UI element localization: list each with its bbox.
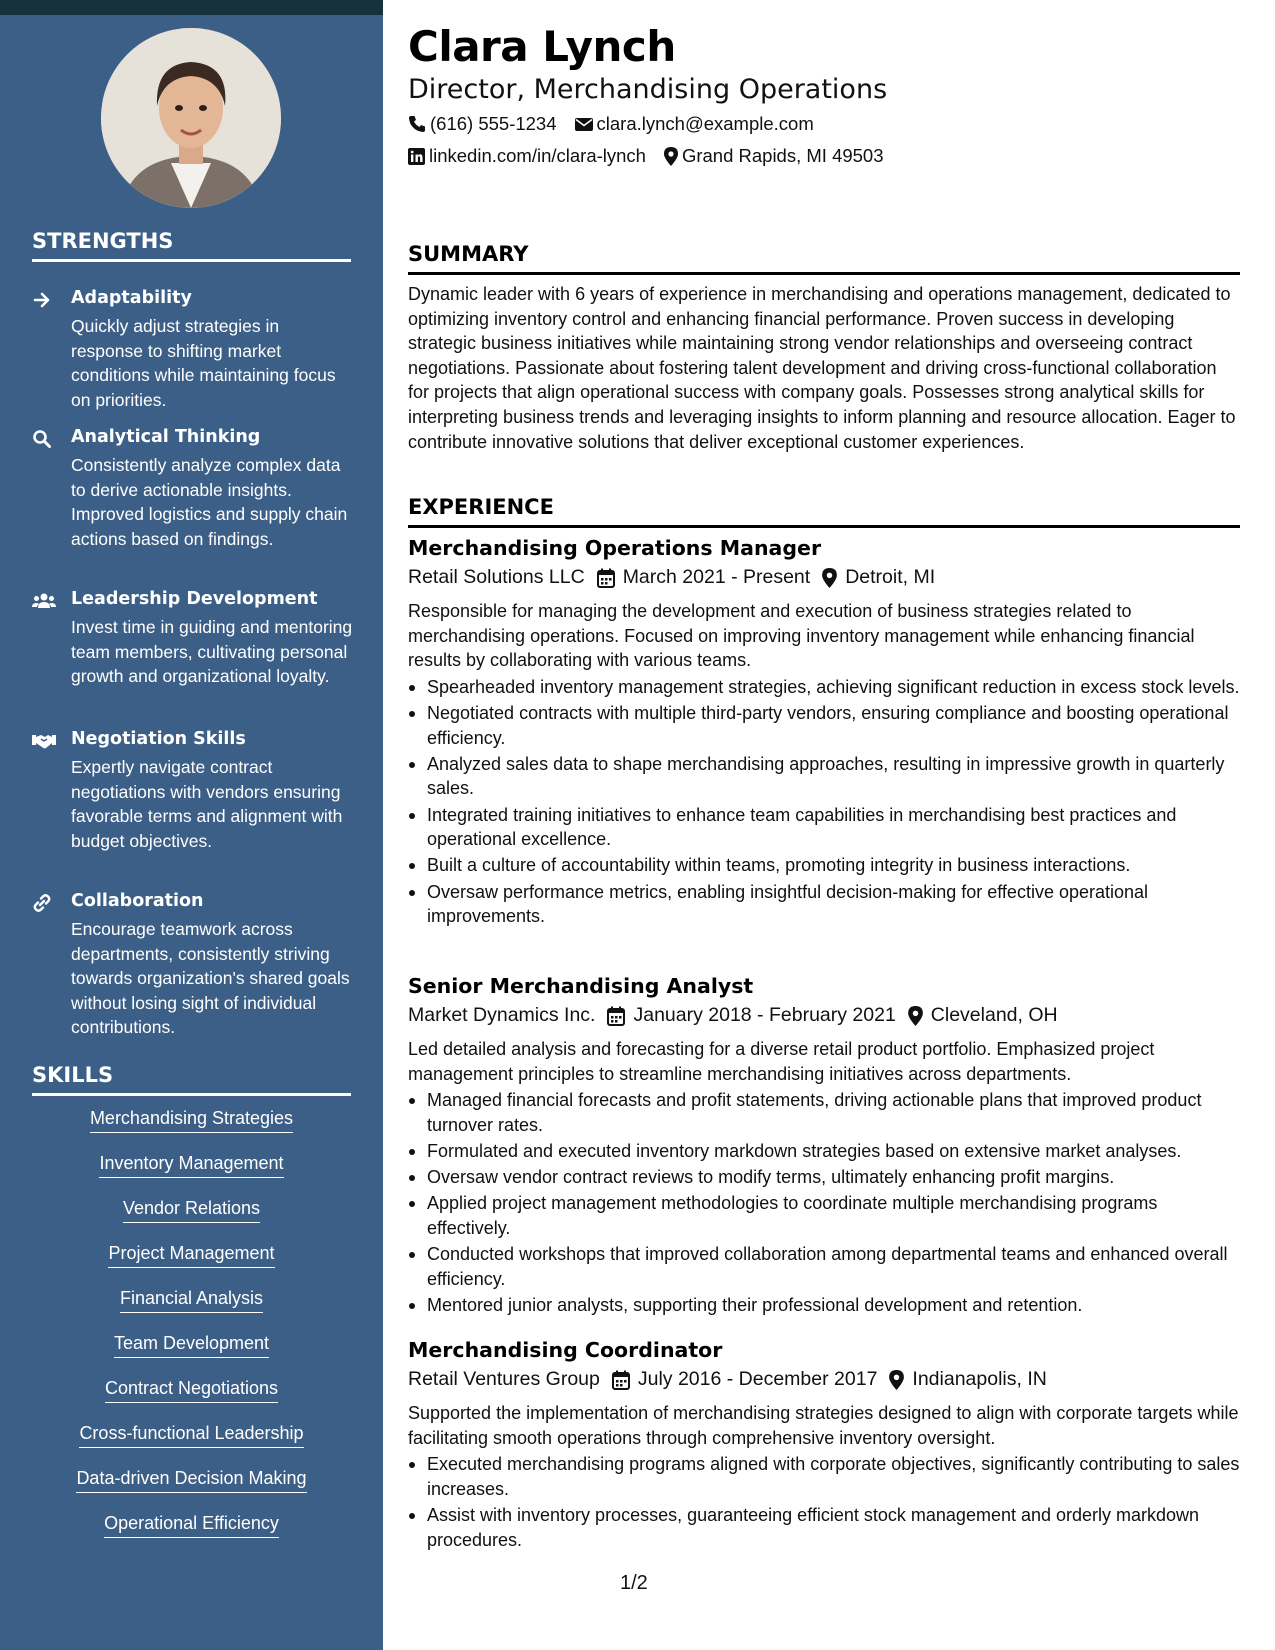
job-dates (597, 566, 811, 589)
job-company: Retail Solutions LLC (408, 566, 585, 588)
job-dates-text: July 2016 - December 2017 (637, 1368, 878, 1390)
avatar (101, 28, 281, 208)
bullet-item: Built a culture of accountability within teams, promoting integrity in business interactions. (408, 853, 1240, 878)
sidebar-top-bar (0, 0, 383, 15)
skill-item (32, 1378, 351, 1423)
strength-title: Leadership Development (71, 589, 318, 609)
job-dates (607, 1004, 895, 1027)
bullet-item: Managed financial forecasts and profit statements, driving actionable plans that improved product turnover rates. (408, 1088, 1240, 1137)
calendar-icon (607, 1006, 625, 1026)
bullet-item: Integrated training initiatives to enhance team capabilities in merchandising best practices and operational excellence. (408, 803, 1240, 852)
bullet-item: Conducted workshops that improved collaboration among departmental teams and enhanced overall efficiency. (408, 1242, 1240, 1291)
strength-title: Analytical Thinking (71, 427, 261, 447)
skill-label: Contract Negotiations (105, 1378, 278, 1403)
skill-label: Financial Analysis (120, 1288, 263, 1313)
job-meta (408, 1004, 1240, 1027)
skill-item (32, 1243, 351, 1288)
bullet-item: Applied project management methodologies to coordinate multiple merchandising programs effectively. (408, 1191, 1240, 1240)
experience-heading: EXPERIENCE (408, 495, 1240, 528)
contact-phone[interactable] (408, 113, 557, 135)
contact-location (664, 145, 884, 167)
strength-title: Collaboration (71, 891, 204, 911)
skill-item (32, 1333, 351, 1378)
profile-photo (101, 28, 281, 208)
map-pin-icon (908, 1006, 923, 1026)
bullet-item: Analyzed sales data to shape merchandising approaches, resulting in impressive growth in quarterly sales. (408, 752, 1240, 801)
skill-label: Project Management (108, 1243, 274, 1268)
envelope-icon (575, 117, 593, 132)
email-text: clara.lynch@example.com (596, 113, 814, 134)
strength-description: Quickly adjust strategies in response to shifting market conditions while maintaining focus on priorities. (71, 316, 336, 410)
job-dates (612, 1368, 878, 1391)
job-bullets (408, 675, 1240, 929)
job-entry (408, 1336, 1240, 1554)
skill-label: Inventory Management (99, 1153, 283, 1178)
skill-item (32, 1288, 351, 1333)
summary-text: Dynamic leader with 6 years of experience in merchandising and operations management, dedicated to optimizing inventory control and enhancing financial performance. Proven success in developing strategic business initiatives while maintaining strong vendor relationships and overseeing contract negotiations. Passionate about fostering talent development and driving cross-functional collaboration for projects that align operational success with company goals. Possesses strong analytical skills for interpreting business trends and leveraging insights to inform planning and resource allocation. Eager to contribute innovative solutions that deliver exceptional customer experiences. (408, 284, 1236, 452)
bullet-item: Spearheaded inventory management strategies, achieving significant reduction in excess stock levels. (408, 675, 1240, 700)
strength-description: Encourage teamwork across departments, consistently striving towards organization's shared goals without losing sight of individual contributions. (71, 919, 350, 1037)
skill-label: Vendor Relations (123, 1198, 260, 1223)
linkedin-icon (408, 148, 425, 165)
skills-heading: SKILLS (32, 1063, 351, 1096)
skill-item (32, 1513, 351, 1558)
bullet-item: Formulated and executed inventory markdown strategies based on extensive market analyses. (408, 1139, 1240, 1164)
strength-description: Consistently analyze complex data to derive actionable insights. Improved logistics and supply chain actions based on findings. (71, 455, 348, 549)
skills-list (32, 1108, 351, 1558)
contact-email[interactable] (575, 113, 814, 135)
phone-icon (408, 115, 426, 133)
location-text: Grand Rapids, MI 49503 (681, 145, 884, 166)
contact-row (408, 145, 902, 167)
summary-heading: SUMMARY (408, 242, 1240, 275)
linkedin-text: linkedin.com/in/clara-lynch (429, 145, 646, 166)
job-description: Supported the implementation of merchandising strategies designed to align with corporate targets while facilitating smooth operations through comprehensive inventory oversight. (408, 1403, 1239, 1448)
job-description: Led detailed analysis and forecasting for a diverse retail product portfolio. Emphasized project management principles to streamline merchandising initiatives across departments. (408, 1039, 1155, 1084)
skill-item (32, 1468, 351, 1513)
skill-item (32, 1423, 351, 1468)
strength-description: Invest time in guiding and mentoring team members, cultivating personal growth and organizational loyalty. (71, 617, 353, 686)
job-title: Merchandising Coordinator (408, 1338, 723, 1362)
job-location-text: Indianapolis, IN (912, 1368, 1047, 1390)
map-pin-icon (664, 147, 678, 166)
bullet-item: Negotiated contracts with multiple third-party vendors, ensuring compliance and boosting operational efficiency. (408, 701, 1240, 750)
map-pin-icon (822, 568, 837, 588)
bullet-item: Oversaw vendor contract reviews to modify terms, ultimately enhancing profit margins. (408, 1165, 1240, 1190)
calendar-icon (597, 568, 615, 588)
skill-label: Operational Efficiency (104, 1513, 279, 1538)
job-location (908, 1004, 1058, 1027)
skill-label: Cross-functional Leadership (79, 1423, 303, 1448)
job-entry (408, 534, 1240, 930)
skill-item (32, 1153, 351, 1198)
job-meta (408, 1368, 1240, 1391)
skill-item (32, 1198, 351, 1243)
job-location-text: Cleveland, OH (930, 1004, 1058, 1026)
job-meta (408, 566, 1240, 589)
bullet-item: Mentored junior analysts, supporting their professional development and retention. (408, 1293, 1240, 1318)
job-title: Merchandising Operations Manager (408, 536, 822, 560)
job-bullets (408, 1452, 1240, 1552)
strength-title: Adaptability (71, 288, 192, 308)
job-location (822, 566, 935, 589)
job-title: Senior Merchandising Analyst (408, 974, 754, 998)
contact-linkedin[interactable] (408, 145, 646, 167)
arrow-right-icon (32, 290, 56, 310)
job-company: Retail Ventures Group (408, 1368, 600, 1390)
job-location-text: Detroit, MI (845, 566, 936, 588)
skill-label: Team Development (114, 1333, 269, 1358)
job-entry (408, 972, 1240, 1319)
job-description: Responsible for managing the development and execution of business strategies related to merchandising operations. Focused on improving inventory management while enhancing financial results by collaborating with various teams. (408, 601, 1195, 671)
job-bullets (408, 1088, 1240, 1317)
bullet-item: Executed merchandising programs aligned with corporate objectives, significantly contributing to sales increases. (408, 1452, 1240, 1501)
job-dates-text: March 2021 - Present (622, 566, 811, 588)
job-company: Market Dynamics Inc. (408, 1004, 596, 1026)
search-icon (32, 429, 56, 449)
bullet-item: Oversaw performance metrics, enabling insightful decision-making for effective operational improvements. (408, 880, 1240, 929)
skill-item (32, 1108, 351, 1153)
strength-title: Negotiation Skills (71, 729, 246, 749)
strengths-heading: STRENGTHS (32, 229, 351, 262)
job-location (889, 1368, 1046, 1391)
bullet-item: Assist with inventory processes, guaranteeing efficient stock management and orderly markdown procedures. (408, 1503, 1240, 1552)
skill-label: Merchandising Strategies (90, 1108, 293, 1133)
skill-label: Data-driven Decision Making (76, 1468, 306, 1493)
users-icon (32, 591, 56, 611)
handshake-icon (32, 731, 56, 751)
contact-row (408, 113, 832, 135)
calendar-icon (612, 1370, 630, 1390)
candidate-name: Clara Lynch (408, 22, 676, 71)
link-icon (32, 893, 56, 913)
candidate-title: Director, Merchandising Operations (408, 74, 888, 105)
page-number: 1/2 (620, 1572, 648, 1594)
job-dates-text: January 2018 - February 2021 (633, 1004, 896, 1026)
phone-text: (616) 555-1234 (430, 113, 557, 134)
strength-description: Expertly navigate contract negotiations with vendors ensuring favorable terms and alignment with budget objectives. (71, 757, 343, 851)
map-pin-icon (889, 1370, 904, 1390)
